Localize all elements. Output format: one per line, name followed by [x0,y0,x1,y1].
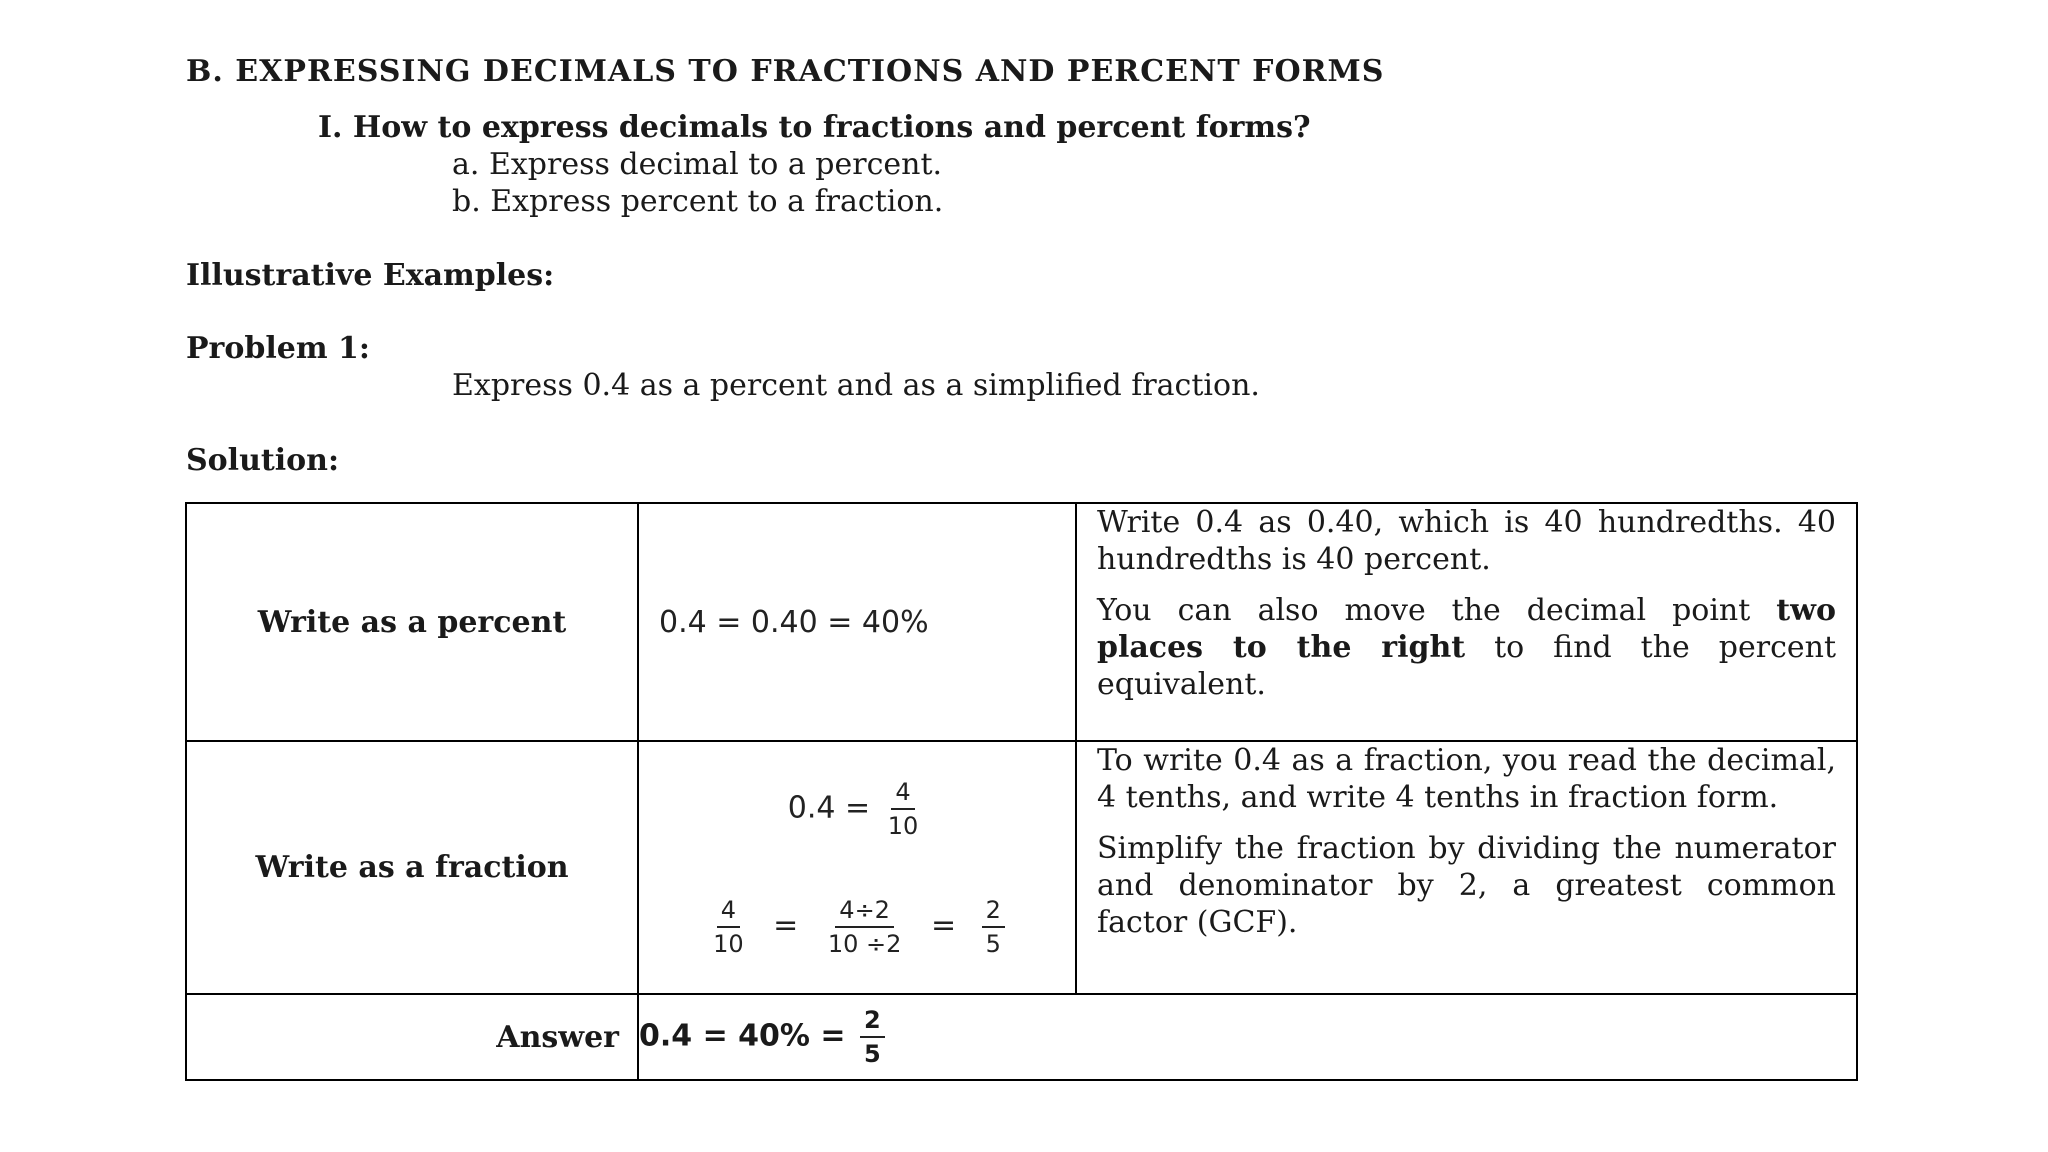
problem-label: Problem 1: [186,331,370,366]
fraction-explanation-p1: To write 0.4 as a fraction, you read the decimal, 4 tenths, and write 4 tenths in fraction form. [1097,743,1836,815]
table-row-percent [186,503,1857,741]
answer-den: 5 [864,1040,881,1068]
eq2-f2-den: 10 ÷2 [827,929,902,958]
section-heading: B. EXPRESSING DECIMALS TO FRACTIONS AND PERCENT FORMS [186,54,1385,89]
subheading: I. How to express decimals to fractions and percent forms? [318,110,1311,145]
eq2-f3-den: 5 [985,929,1001,958]
percent-math: 0.4 = 0.40 = 40% [638,503,1076,741]
equals-sign: = [930,908,957,943]
percent-explanation [1076,503,1857,741]
percent-explanation-p2 [1097,592,1836,703]
explain-pre: You can also move the decimal point [1097,593,1777,628]
answer-left: 0.4 = 40% = [639,1018,846,1054]
eq2-f1-den: 10 [713,929,744,958]
solution-label: Solution: [186,443,340,478]
eq1-left: 0.4 = [787,790,871,825]
eq1-fraction [884,778,923,840]
problem-text: Express 0.4 as a percent and as a simplified fraction. [452,368,1260,403]
row-label-fraction: Write as a fraction [186,741,638,994]
eq1-num: 4 [891,778,914,810]
illustrative-examples-label: Illustrative Examples: [186,258,555,293]
percent-explanation-p1: Write 0.4 as 0.40, which is 40 hundredths. 40 hundredths is 40 percent. [1097,505,1836,577]
explain-bold: two places to the right [1097,593,1836,665]
eq2-fraction-2 [824,896,906,958]
row-label-percent: Write as a percent [186,503,638,741]
step-b: b. Express percent to a fraction. [452,184,944,219]
step-a: a. Express decimal to a percent. [452,147,943,182]
eq2-fraction-1 [709,896,748,958]
table-row-fraction [186,741,1857,994]
eq1-den: 10 [887,811,919,840]
fraction-eq2 [639,896,1075,958]
table-row-answer [186,994,1857,1080]
row-label-answer: Answer [186,994,638,1080]
fraction-explanation-p2: Simplify the fraction by dividing the numerator and denominator by 2, a greatest common factor (GCF). [1097,831,1836,940]
answer-cell [638,994,1857,1080]
eq2-f2-num: 4÷2 [835,896,894,928]
answer-fraction [860,1006,885,1068]
eq2-fraction-3 [982,896,1005,958]
fraction-math [638,741,1076,994]
eq2-f3-num: 2 [982,896,1005,928]
fraction-eq1 [639,778,1075,840]
eq2-f1-num: 4 [717,896,740,928]
solution-table [185,502,1858,1081]
answer-num: 2 [860,1006,885,1038]
equals-sign: = [773,908,799,943]
fraction-explanation [1076,741,1857,994]
explain-post: to find the percent equivalent. [1097,630,1836,702]
